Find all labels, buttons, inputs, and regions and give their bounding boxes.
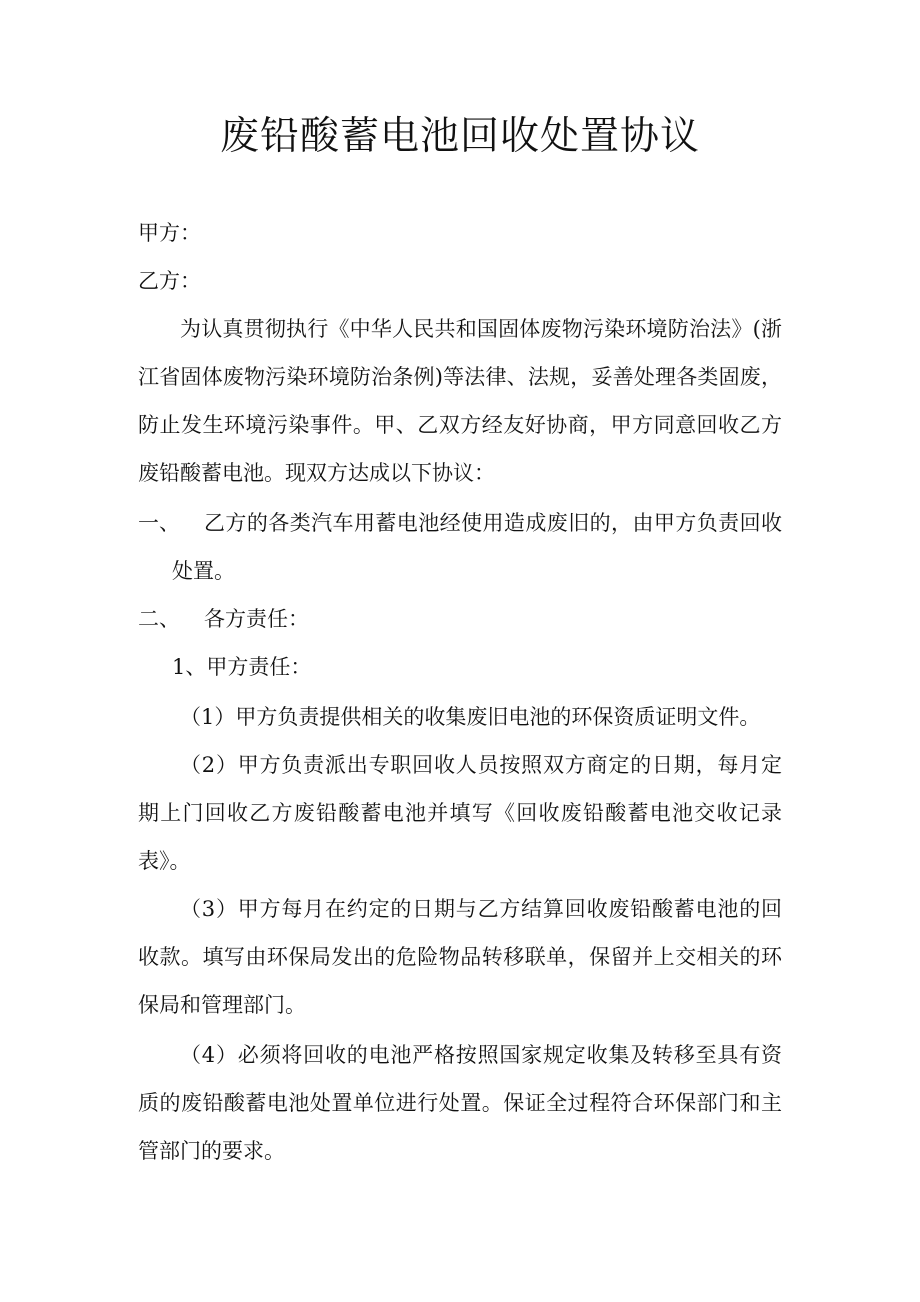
intro-line: 江省固体废物污染环境防治条例)等法律、法规，妥善处理各类固废， (138, 365, 782, 389)
intro-line: 废铅酸蓄电池。现双方达成以下协议： (138, 461, 495, 485)
section-1-line: 乙方的各类汽车用蓄电池经使用造成废旧的，由甲方负责回收 (204, 511, 782, 535)
duty-item-2: （2）甲方负责派出专职回收人员按照双方商定的日期，每月定 (180, 753, 782, 777)
duty-item-4-cont: 质的废铅酸蓄电池处置单位进行处置。保证全过程符合环保部门和主 (138, 1091, 782, 1115)
duty-item-3-cont: 收款。填写由环保局发出的危险物品转移联单，保留并上交相关的环 (138, 945, 782, 969)
subsection-party-a-duties: 1、甲方责任： (172, 655, 312, 679)
duty-item-1: （1）甲方负责提供相关的收集废旧电池的环保资质证明文件。 (180, 705, 761, 729)
section-2-number: 二、 (138, 607, 180, 631)
duty-item-2-cont: 表》。 (138, 849, 191, 873)
section-2-heading: 各方责任： (204, 607, 309, 631)
intro-line: 防止发生环境污染事件。甲、乙双方经友好协商，甲方同意回收乙方 (138, 413, 782, 437)
party-a-label: 甲方： (138, 221, 201, 245)
section-1-line: 处置。 (172, 559, 235, 583)
duty-item-3-cont: 保局和管理部门。 (138, 993, 306, 1017)
duty-item-4: （4）必须将回收的电池严格按照国家规定收集及转移至具有资 (180, 1043, 782, 1067)
party-b-label: 乙方： (138, 269, 201, 293)
document-title: 废铅酸蓄电池回收处置协议 (219, 114, 700, 159)
duty-item-3: （3）甲方每月在约定的日期与乙方结算回收废铅酸蓄电池的回 (180, 897, 782, 921)
duty-item-4-cont: 管部门的要求。 (138, 1139, 285, 1163)
intro-line: 为认真贯彻执行《中华人民共和国固体废物污染环境防治法》(浙 (180, 317, 782, 341)
duty-item-2-cont: 期上门回收乙方废铅酸蓄电池并填写《回收废铅酸蓄电池交收记录 (138, 801, 782, 825)
section-1-number: 一、 (138, 511, 180, 535)
